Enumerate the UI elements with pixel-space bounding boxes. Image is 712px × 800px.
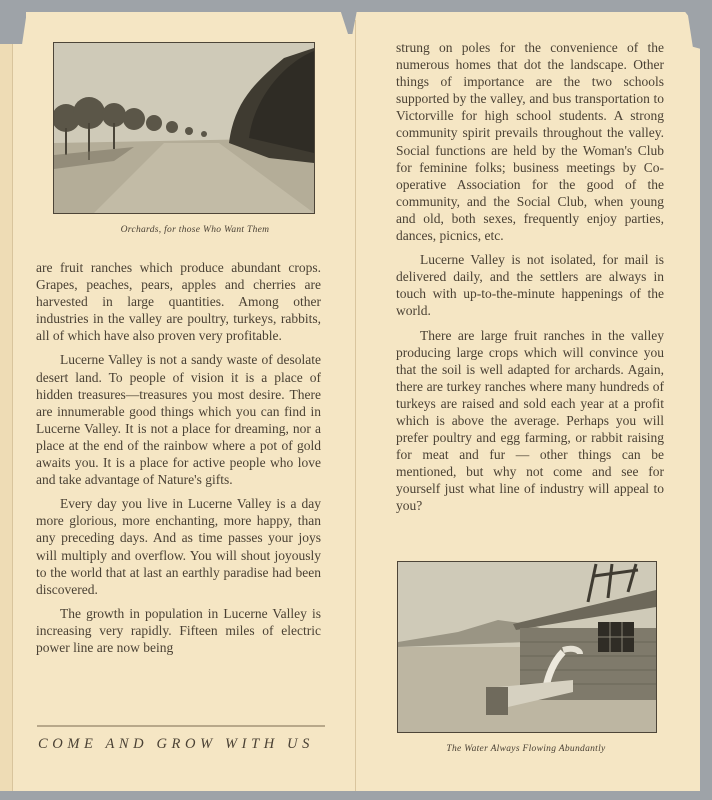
right-panel xyxy=(396,12,664,522)
water-trough-photo xyxy=(397,561,657,733)
background-edge xyxy=(700,45,712,792)
center-fold xyxy=(355,20,356,792)
left-panel xyxy=(36,12,321,663)
paragraph: Every day you live in Lucerne Valley is a day more glorious, more enchanting, more happy, than any preceding days. And as time passes your joys will multiply and overflow. You will shout joyously to the world that at last an earthly paradise had been discovered. xyxy=(36,496,321,597)
right-body-text xyxy=(396,39,664,515)
paragraph: Lucerne Valley is not a sandy waste of desolate desert land. To people of vision it is a place of hidden treasures—treasures you most desire. There are innumerable good things which you can find in Lucerne Valley. It is not a place for dreaming, nor a place at the end of the rainbow where a pot of gold awaits you. It is a place for active people who love and take advantage of Nature's gifts. xyxy=(36,352,321,488)
water-photo-block xyxy=(397,561,657,754)
paragraph: strung on poles for the convenience of the numerous homes that dot the landscape. Other things of importance are the two schools supported by the valley, and bus transportation to Victorville for high school students. A strong community spirit prevails throughout the valley. Social functions are held by the Woman's Club for feminine folks; business meetings by Co-operative Association for the good of the community, and the Social Club, when young and old, both sexes, frequently enjoy parties, dances, picnics, etc. xyxy=(396,40,664,244)
paragraph: There are large fruit ranches in the valley producing large crops which will convince you that the soil is well adapted for archards. Again, there are turkey ranches where many hundreds of turkeys are raised and sold each year at a profit which is above the average. Perhaps you will prefer poultry and egg farming, or rabbit raising for meat and fur — other things can be mentioned, but why not come and see for yourself just what line of industry will appeal to you? xyxy=(396,327,664,514)
background-bottom xyxy=(0,791,712,800)
water-photo-caption: The Water Always Flowing Abundantly xyxy=(446,744,606,754)
orchard-photo xyxy=(53,42,315,214)
divider-rule xyxy=(37,725,325,727)
paragraph: The growth in population in Lucerne Valley is increasing very rapidly. Fifteen miles of electric power line are now being xyxy=(36,605,321,655)
left-body-text xyxy=(36,259,321,656)
water-trough-photo-icon xyxy=(398,562,656,732)
paragraph: Lucerne Valley is not isolated, for mail is delivered daily, and the settlers are always in touch with up-to-the-minute happenings of the world. xyxy=(396,252,664,319)
back-page-edge xyxy=(0,12,13,792)
orchard-photo-caption: Orchards, for those Who Want Them xyxy=(120,225,270,235)
paragraph: are fruit ranches which produce abundant crops. Grapes, peaches, pears, apples and cherries are harvested in large quantities. Among other industries in the valley are poultry, turkeys, rabbits, all of which have also proven very profitable. xyxy=(36,260,321,344)
torn-corner-left xyxy=(0,0,26,44)
orchard-photo-icon xyxy=(54,43,314,213)
slogan: COME AND GROW WITH US xyxy=(38,736,314,752)
